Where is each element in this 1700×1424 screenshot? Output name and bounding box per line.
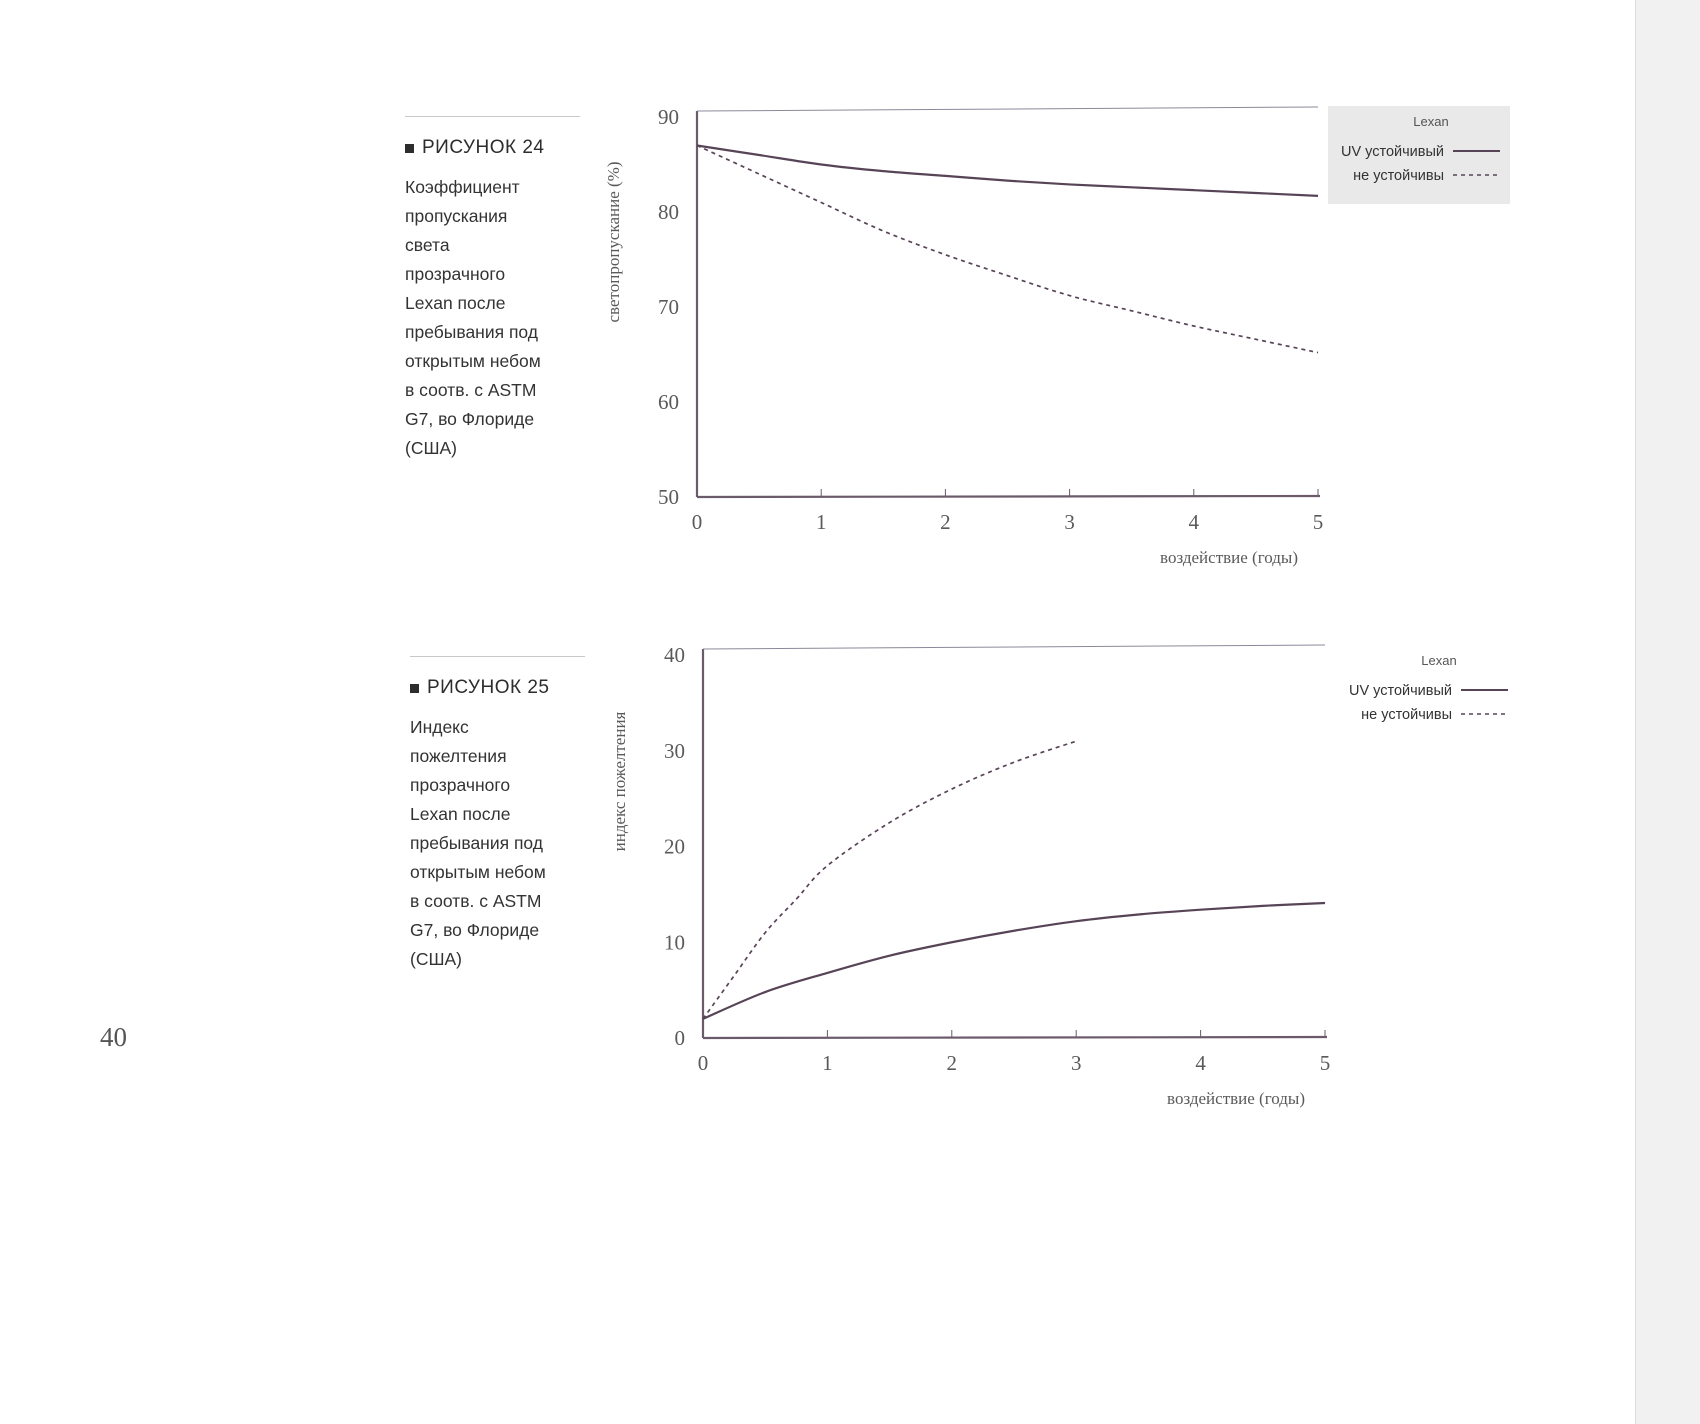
legend-label: не устойчивы xyxy=(1353,168,1444,184)
y-tick-label: 30 xyxy=(664,738,685,763)
figure-25-caption-text: Индекс пожелтения прозрачного Lexan после пребывания под открытым небом в соотв. с ASTM G7, во Флориде (США) xyxy=(410,717,546,969)
x-axis-title: воздействие (годы) xyxy=(1167,1089,1305,1108)
y-tick-label: 10 xyxy=(664,930,685,955)
y-tick-label: 90 xyxy=(658,105,679,129)
page-number: 40 xyxy=(100,1022,127,1052)
y-tick-label: 40 xyxy=(664,643,685,667)
x-tick-label: 0 xyxy=(697,1051,709,1075)
y-axis-title: светопропускание (%) xyxy=(604,161,623,323)
x-axis-title: воздействие (годы) xyxy=(1160,548,1298,567)
x-tick-label: 2 xyxy=(946,1051,958,1075)
y-tick-label: 20 xyxy=(664,834,685,859)
series-line-not-resistant xyxy=(697,146,1318,353)
y-axis-title: индекс пожелтения xyxy=(610,711,629,852)
legend-title: Lexan xyxy=(1421,653,1457,668)
x-tick-label: 0 xyxy=(691,510,703,534)
series-line-uv-resistant xyxy=(697,146,1318,196)
series-line-uv-resistant xyxy=(703,903,1325,1019)
y-tick-label: 80 xyxy=(658,200,679,224)
x-tick-label: 5 xyxy=(1319,1051,1331,1075)
figure-24-caption-text: Коэффициент пропускания света прозрачного Lexan после пребывания под открытым небом в соотв. с ASTM G7, во Флориде (США) xyxy=(405,177,541,458)
x-tick-label: 5 xyxy=(1312,510,1324,534)
x-axis-line xyxy=(703,1037,1327,1038)
x-tick-label: 1 xyxy=(815,510,827,534)
y-tick-label: 50 xyxy=(658,485,679,509)
figure-24-label-text: РИСУНОК 24 xyxy=(422,137,545,158)
x-tick-label: 3 xyxy=(1064,510,1075,534)
legend-label: UV устойчивый xyxy=(1348,683,1452,699)
legend-title: Lexan xyxy=(1413,114,1449,129)
x-axis-line xyxy=(697,496,1320,497)
y-tick-label: 60 xyxy=(658,390,679,414)
x-tick-label: 4 xyxy=(1195,1051,1206,1075)
legend-label: не устойчивы xyxy=(1361,707,1452,723)
top-frame-line xyxy=(703,645,1325,649)
series-line-not-resistant xyxy=(703,741,1076,1019)
y-tick-label: 70 xyxy=(658,295,679,319)
y-tick-label: 0 xyxy=(674,1026,685,1050)
legend-label: UV устойчивый xyxy=(1340,144,1444,160)
x-tick-label: 1 xyxy=(822,1051,833,1075)
figure-25-label-text: РИСУНОК 25 xyxy=(427,677,550,698)
x-tick-label: 2 xyxy=(940,510,951,534)
top-frame-line xyxy=(697,107,1318,111)
x-tick-label: 4 xyxy=(1188,510,1200,534)
x-tick-label: 3 xyxy=(1070,1051,1082,1075)
